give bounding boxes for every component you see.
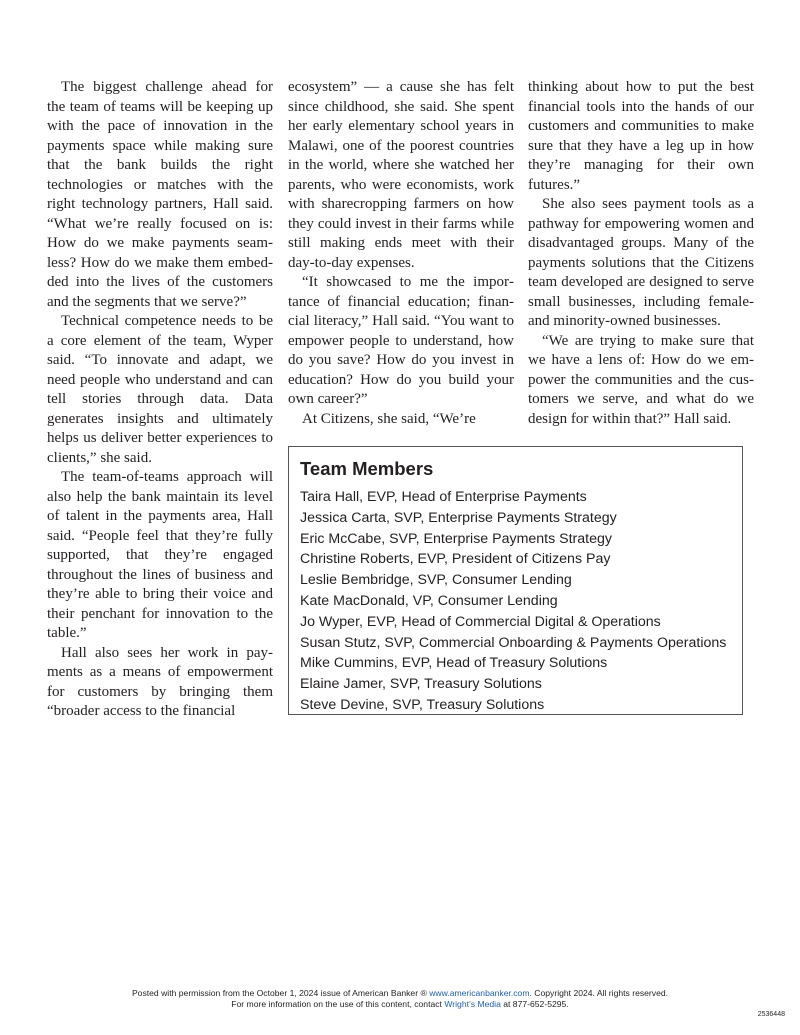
document-code: 2536448 bbox=[757, 1011, 785, 1018]
permission-footer bbox=[0, 988, 800, 1010]
footer-text: For more information on the use of this content, contact bbox=[231, 999, 445, 1009]
paragraph: At Citizens, she said, “We’re bbox=[302, 410, 476, 427]
team-member: Jessica Carta, SVP, Enterprise Payments Strategy bbox=[300, 509, 617, 526]
team-member: Mike Cummins, EVP, Head of Treasury Solutions bbox=[300, 655, 608, 672]
paragraph: The team-of-teams approach will also help the bank maintain its level of talent in the payments area, Hall said. “People feel that they’re fully supported, that they’re engaged throughout the lines of business and they’re able to bring their voice and their penchant for innovation to the table.” bbox=[47, 469, 273, 641]
paragraph: Hall also sees her work in payments as a means of empowerment for customers by bringing them “broader access to the financial bbox=[47, 644, 273, 719]
team-member: Leslie Bembridge, SVP, Consumer Lending bbox=[300, 572, 572, 589]
footer-line-2 bbox=[0, 999, 800, 1010]
article-column-3 bbox=[528, 78, 754, 429]
footer-line-1 bbox=[0, 988, 800, 999]
team-member: Elaine Jamer, SVP, Treasury Solutions bbox=[300, 676, 542, 693]
article-column-2 bbox=[288, 78, 514, 429]
footer-text: . Copyright 2024. All rights reserved. bbox=[529, 988, 669, 998]
americanbanker-link[interactable]: www.americanbanker.com bbox=[429, 988, 530, 998]
paragraph: “We are trying to make sure that we have a lens of: How do we empower the communities and the customers we serve, and what do we design for within that?” Hall said. bbox=[528, 332, 754, 427]
team-members-list bbox=[300, 487, 731, 716]
team-member: Eric McCabe, SVP, Enterprise Payments Strategy bbox=[300, 530, 612, 547]
team-member: Jo Wyper, EVP, Head of Commercial Digital & Operations bbox=[300, 613, 661, 630]
paragraph: Technical competence needs to be a core element of the team, Wyper said. “To innovate and adapt, we need people who understand and can tell stories through data. Data generates insights and ultimately helps us deliver better experiences to clients,” she said. bbox=[47, 313, 273, 466]
paragraph: She also sees payment tools as a pathway for empowering women and disadvantaged groups. Many of the payments solutions that the Citizens team developed are designed to serve small businesses, including female- and minority-owned businesses. bbox=[528, 196, 754, 329]
article-column-1 bbox=[47, 78, 273, 722]
paragraph: ecosystem” — a cause she has felt since childhood, she said. She spent her early elementary school years in Malawi, one of the poorest countries in the world, where she watched her parents, who were economists, work with sharecropping farmers on how they could invest in their farms while still making ends meet with their day-to-day expenses. bbox=[288, 79, 514, 271]
team-members-box bbox=[288, 446, 743, 715]
footer-text: at 877-652-5295. bbox=[500, 999, 569, 1009]
team-members-title: Team Members bbox=[300, 458, 434, 479]
footer-text: Posted with permission from the October 1, 2024 issue of American Banker ® bbox=[131, 988, 430, 998]
team-member: Susan Stutz, SVP, Commercial Onboarding & Payments Operations bbox=[300, 634, 727, 651]
paragraph: The biggest challenge ahead for the team of teams will be keeping up with the pace of innovation in the payments space while making sure that the bank builds the right technologies or matches with the right technology partners, Hall said. “What we’re really focused on is: How do we make payments seamless? How do we make them embedded into the lives of the customers and the segments that we serve?” bbox=[47, 79, 273, 310]
paragraph: “It showcased to me the importance of financial education; financial literacy,” Hall said. “You want to empower people to understand, how do you save? How do you invest in education? How do you build your own career?” bbox=[288, 274, 514, 407]
team-member: Taira Hall, EVP, Head of Enterprise Payments bbox=[300, 489, 587, 505]
team-member: Kate MacDonald, VP, Consumer Lending bbox=[300, 592, 558, 609]
paragraph: thinking about how to put the best financial tools into the hands of our customers and communities to make sure that they have a leg up in how they’re managing for their own futures.” bbox=[528, 79, 754, 193]
wrights-media-link[interactable]: Wright’s Media bbox=[444, 999, 501, 1009]
team-member: Steve Devine, SVP, Treasury Solutions bbox=[300, 696, 545, 713]
team-member: Christine Roberts, EVP, President of Citizens Pay bbox=[300, 551, 611, 568]
